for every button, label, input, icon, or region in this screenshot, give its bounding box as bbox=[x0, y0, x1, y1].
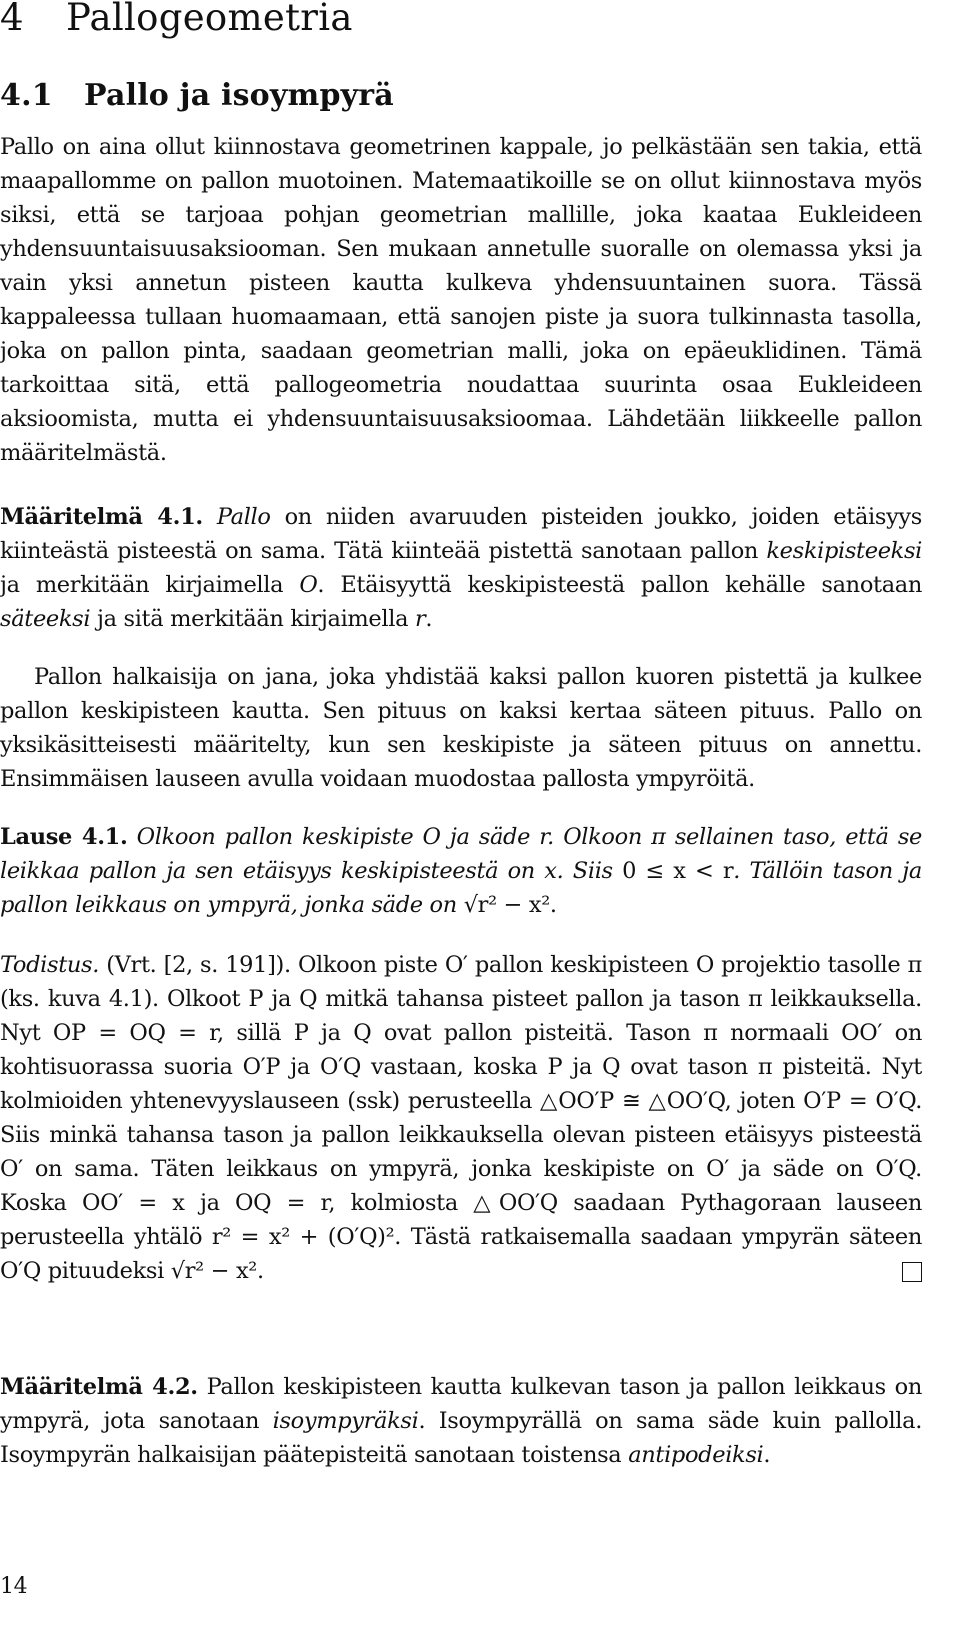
proof-text bbox=[0, 948, 922, 1288]
section-title: Pallogeometria bbox=[66, 0, 353, 39]
definition-4-1-part: on niiden avaruuden pisteiden joukko, joiden etäisyys kiinteästä pisteestä on sama. Tätä kiinteää pistettä sanotaan pallon bbox=[0, 504, 922, 564]
definition-4-2 bbox=[0, 1370, 922, 1472]
definition-4-1-text bbox=[0, 500, 922, 636]
definition-4-2-text bbox=[0, 1370, 922, 1472]
theorem-4-1-radius-formula: √r² − x² bbox=[463, 892, 550, 918]
definition-4-2-part: . Isoympyrällä on sama säde kuin pallolla. Isoympyrän halkaisijan päätepisteitä sanotaan toistensa bbox=[0, 1408, 922, 1468]
definition-4-2-part: Pallon keskipisteen kautta kulkevan tason ja pallon leikkaus on ympyrä, jota sanotaan bbox=[0, 1374, 922, 1434]
intro-paragraph: Pallo on aina ollut kiinnostava geometrinen kappale, jo pelkästään sen takia, että maapallomme on pallon muotoinen. Matemaatikoille se on ollut kiinnostava myös siksi, että se tarjoaa pohjan geometrian mallille, joka kaataa Eukleideen yhdensuuntaisuusaksiooman. Sen mukaan annetulle suoralle on olemassa yksi ja vain yksi annetun pisteen kautta kulkeva yhdensuuntainen suora. Tässä kappaleessa tullaan huomaamaan, että sanojen piste ja suora tulkinnasta tasolla, joka on pallon pinta, saadaan geometrian malli, joka on epäeuklidinen. Tämä tarkoittaa sitä, että pallogeometria noudattaa suurinta osaa Eukleideen aksioomista, mutta ei yhdensuuntaisuusaksioomaa. Lähdetään liikkeelle pallon määritelmästä. bbox=[0, 134, 922, 466]
definition-4-2-part: . bbox=[763, 1442, 771, 1468]
halkaisija-paragraph-block bbox=[0, 660, 922, 796]
subsection-title: Pallo ja isoympyrä bbox=[84, 78, 394, 113]
term-pallo: Pallo bbox=[216, 504, 271, 530]
proof-body: (Vrt. [2, s. 191]). Olkoon piste O′ pallon keskipisteen O projektio tasolle π (ks. kuva 4.1). Olkoot P ja Q mitkä tahansa pisteet pallon ja tason π leikkauksella. Nyt OP = OQ = r, sillä P ja Q ovat pallon pisteitä. Tason π normaali OO′ on kohtisuorassa suoria O′P ja O′Q vastaan, koska P ja Q ovat tason π pisteitä. Nyt kolmioiden yhtenevyyslauseen (ssk) perusteella △OO′P ≅ △OO′Q, joten O′P = O′Q. Siis minkä tahansa tason ja pallon leikkauksella olevan pisteen etäisyys pisteestä O′ on sama. Täten leikkaus on ympyrä, jonka keskipiste on O′ ja säde on O′Q. Koska OO′ = x ja OQ = r, kolmiosta △OO′Q saadaan Pythagoraan lauseen perusteella yhtälö r² = x² + (O′Q)². Tästä ratkaisemalla saadaan ympyrän säteen O′Q pituudeksi √r² − x². bbox=[0, 952, 922, 1284]
intro-paragraph-block bbox=[0, 130, 922, 470]
definition-4-1 bbox=[0, 500, 922, 636]
term-sade: säteeksi bbox=[0, 606, 91, 632]
definition-4-1-part: ja merkitään kirjaimella bbox=[0, 572, 300, 598]
subsection-heading bbox=[0, 78, 394, 114]
section-heading bbox=[0, 0, 353, 38]
symbol-o: O bbox=[299, 572, 318, 598]
definition-4-2-label: Määritelmä 4.2. bbox=[0, 1374, 198, 1400]
term-keskipiste: keskipisteeksi bbox=[766, 538, 922, 564]
proof-label: Todistus. bbox=[0, 952, 100, 978]
subsection-number: 4.1 bbox=[0, 78, 53, 113]
theorem-4-1-part: . Tällöin tason ja pallon leikkaus on ympyrä, jonka säde on bbox=[0, 858, 922, 918]
symbol-r: r bbox=[414, 606, 426, 632]
term-antipodi: antipodeiksi bbox=[628, 1442, 764, 1468]
qed-square-icon bbox=[902, 1262, 922, 1282]
definition-4-1-label: Määritelmä 4.1. bbox=[0, 504, 203, 530]
term-isoympyra: isoympyräksi bbox=[272, 1408, 419, 1434]
definition-4-1-part: ja sitä merkitään kirjaimella bbox=[90, 606, 415, 632]
page-number: 14 bbox=[0, 1574, 28, 1599]
theorem-4-1-part: . bbox=[549, 892, 557, 918]
proof-block bbox=[0, 948, 922, 1288]
theorem-4-1-text bbox=[0, 820, 922, 922]
theorem-4-1 bbox=[0, 820, 922, 922]
definition-4-1-part: . bbox=[425, 606, 433, 632]
theorem-4-1-inequality: 0 ≤ x < r bbox=[622, 858, 734, 884]
halkaisija-paragraph: Pallon halkaisija on jana, joka yhdistää kaksi pallon kuoren pistettä ja kulkee pallon keskipisteen kautta. Sen pituus on kaksi kertaa säteen pituus. Pallo on yksikäsitteisesti määritelty, kun sen keskipiste ja säteen pituus on annettu. Ensimmäisen lauseen avulla voidaan muodostaa pallosta ympyröitä. bbox=[0, 664, 922, 792]
theorem-4-1-part: Olkoon pallon keskipiste O ja säde r. Olkoon π sellainen taso, että se leikkaa pallon ja sen etäisyys keskipisteestä on x. Siis bbox=[0, 824, 922, 884]
definition-4-1-part: . Etäisyyttä keskipisteestä pallon kehälle sanotaan bbox=[317, 572, 922, 598]
section-number: 4 bbox=[0, 0, 24, 39]
theorem-4-1-label: Lause 4.1. bbox=[0, 824, 128, 850]
